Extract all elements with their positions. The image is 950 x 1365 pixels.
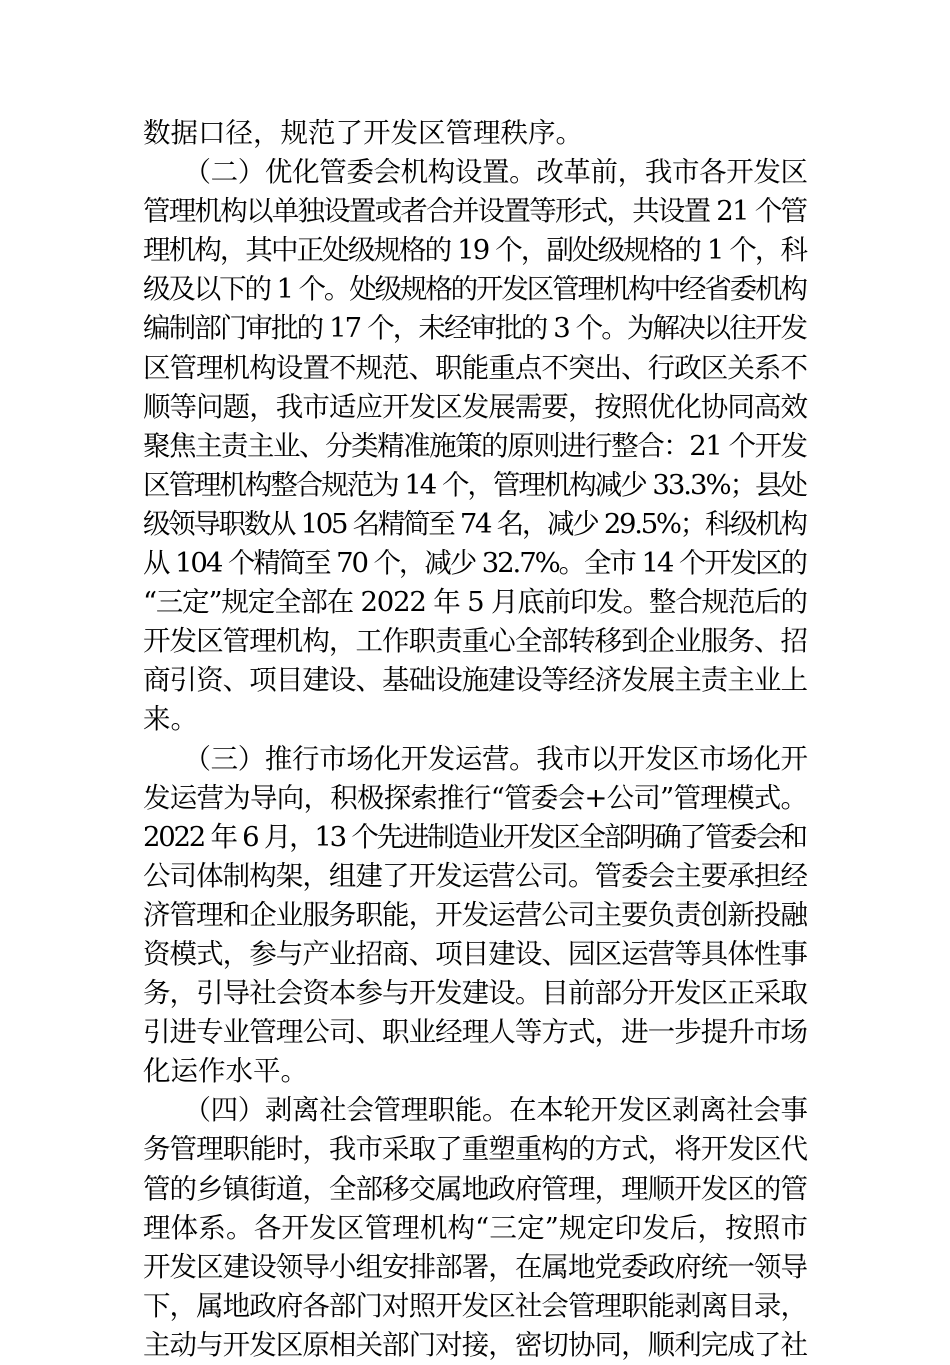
text-line: 理体系。各开发区管理机构“三定”规定印发后，按照市	[143, 1211, 809, 1244]
text-line: 发运营为导向，积极探索推行“管委会+公司”管理模式。	[143, 781, 808, 814]
text-line: 管理机构以单独设置或者合并设置等形式，共设置 21 个管	[143, 195, 807, 228]
text-line: 级及以下的 1 个。处级规格的开发区管理机构中经省委机构	[143, 273, 806, 306]
text-line: “三定”规定全部在 2022 年 5 月底前印发。整合规范后的	[143, 586, 807, 619]
text-line: （四）剥离社会管理职能。在本轮开发区剥离社会事	[143, 1094, 808, 1127]
text-line: 区管理机构设置不规范、职能重点不突出、行政区关系不	[143, 351, 808, 384]
text-line: 济管理和企业服务职能，开发运营公司主要负责创新投融	[143, 898, 808, 931]
text-line: 下，属地政府各部门对照开发区社会管理职能剥离目录，	[143, 1289, 808, 1322]
text-line: 公司体制构架，组建了开发运营公司。管委会主要承担经	[143, 859, 808, 892]
body-text	[143, 114, 808, 1365]
text-line: 聚焦主责主业、分类精准施策的原则进行整合：21 个开发	[143, 429, 807, 462]
text-line: 区管理机构整合规范为 14 个，管理机构减少 33.3%；县处	[143, 468, 806, 501]
text-line: （三）推行市场化开发运营。我市以开发区市场化开	[143, 742, 808, 775]
text-line: 化运作水平。	[143, 1055, 308, 1088]
text-line: 资模式，参与产业招商、项目建设、园区运营等具体性事	[143, 937, 808, 970]
text-line: 编制部门审批的 17 个，未经审批的 3 个。为解决以往开发	[143, 312, 807, 345]
text-line: 开发区建设领导小组安排部署，在属地党委政府统一领导	[143, 1250, 808, 1283]
text-line: 主动与开发区原相关部门对接，密切协同，顺利完成了社	[143, 1328, 808, 1361]
text-line: 务，引导社会资本参与开发建设。目前部分开发区正采取	[143, 977, 808, 1010]
text-line: （二）优化管委会机构设置。改革前，我市各开发区	[143, 156, 808, 189]
text-line: 来。	[143, 703, 198, 736]
text-line: 2022 年 6 月，13 个先进制造业开发区全部明确了管委会和	[143, 820, 806, 853]
text-line: 理机构，其中正处级规格的 19 个，副处级规格的 1 个，科	[143, 234, 807, 267]
text-line: 引进专业管理公司、职业经理人等方式，进一步提升市场	[143, 1016, 808, 1049]
text-line: 开发区管理机构，工作职责重心全部转移到企业服务、招	[143, 625, 808, 658]
text-line: 从 104 个精简至 70 个，减少 32.7%。全市 14 个开发区的	[143, 547, 806, 580]
text-line: 数据口径，规范了开发区管理秩序。	[143, 117, 583, 149]
text-line: 级领导职数从 105 名精简至 74 名，减少 29.5%；科级机构	[143, 507, 806, 540]
text-line: 管的乡镇街道，全部移交属地政府管理，理顺开发区的管	[143, 1172, 808, 1205]
text-line: 务管理职能时，我市采取了重塑重构的方式，将开发区代	[143, 1133, 808, 1166]
text-line: 商引资、项目建设、基础设施建设等经济发展主责主业上	[143, 664, 808, 697]
text-line: 顺等问题，我市适应开发区发展需要，按照优化协同高效	[143, 390, 808, 423]
